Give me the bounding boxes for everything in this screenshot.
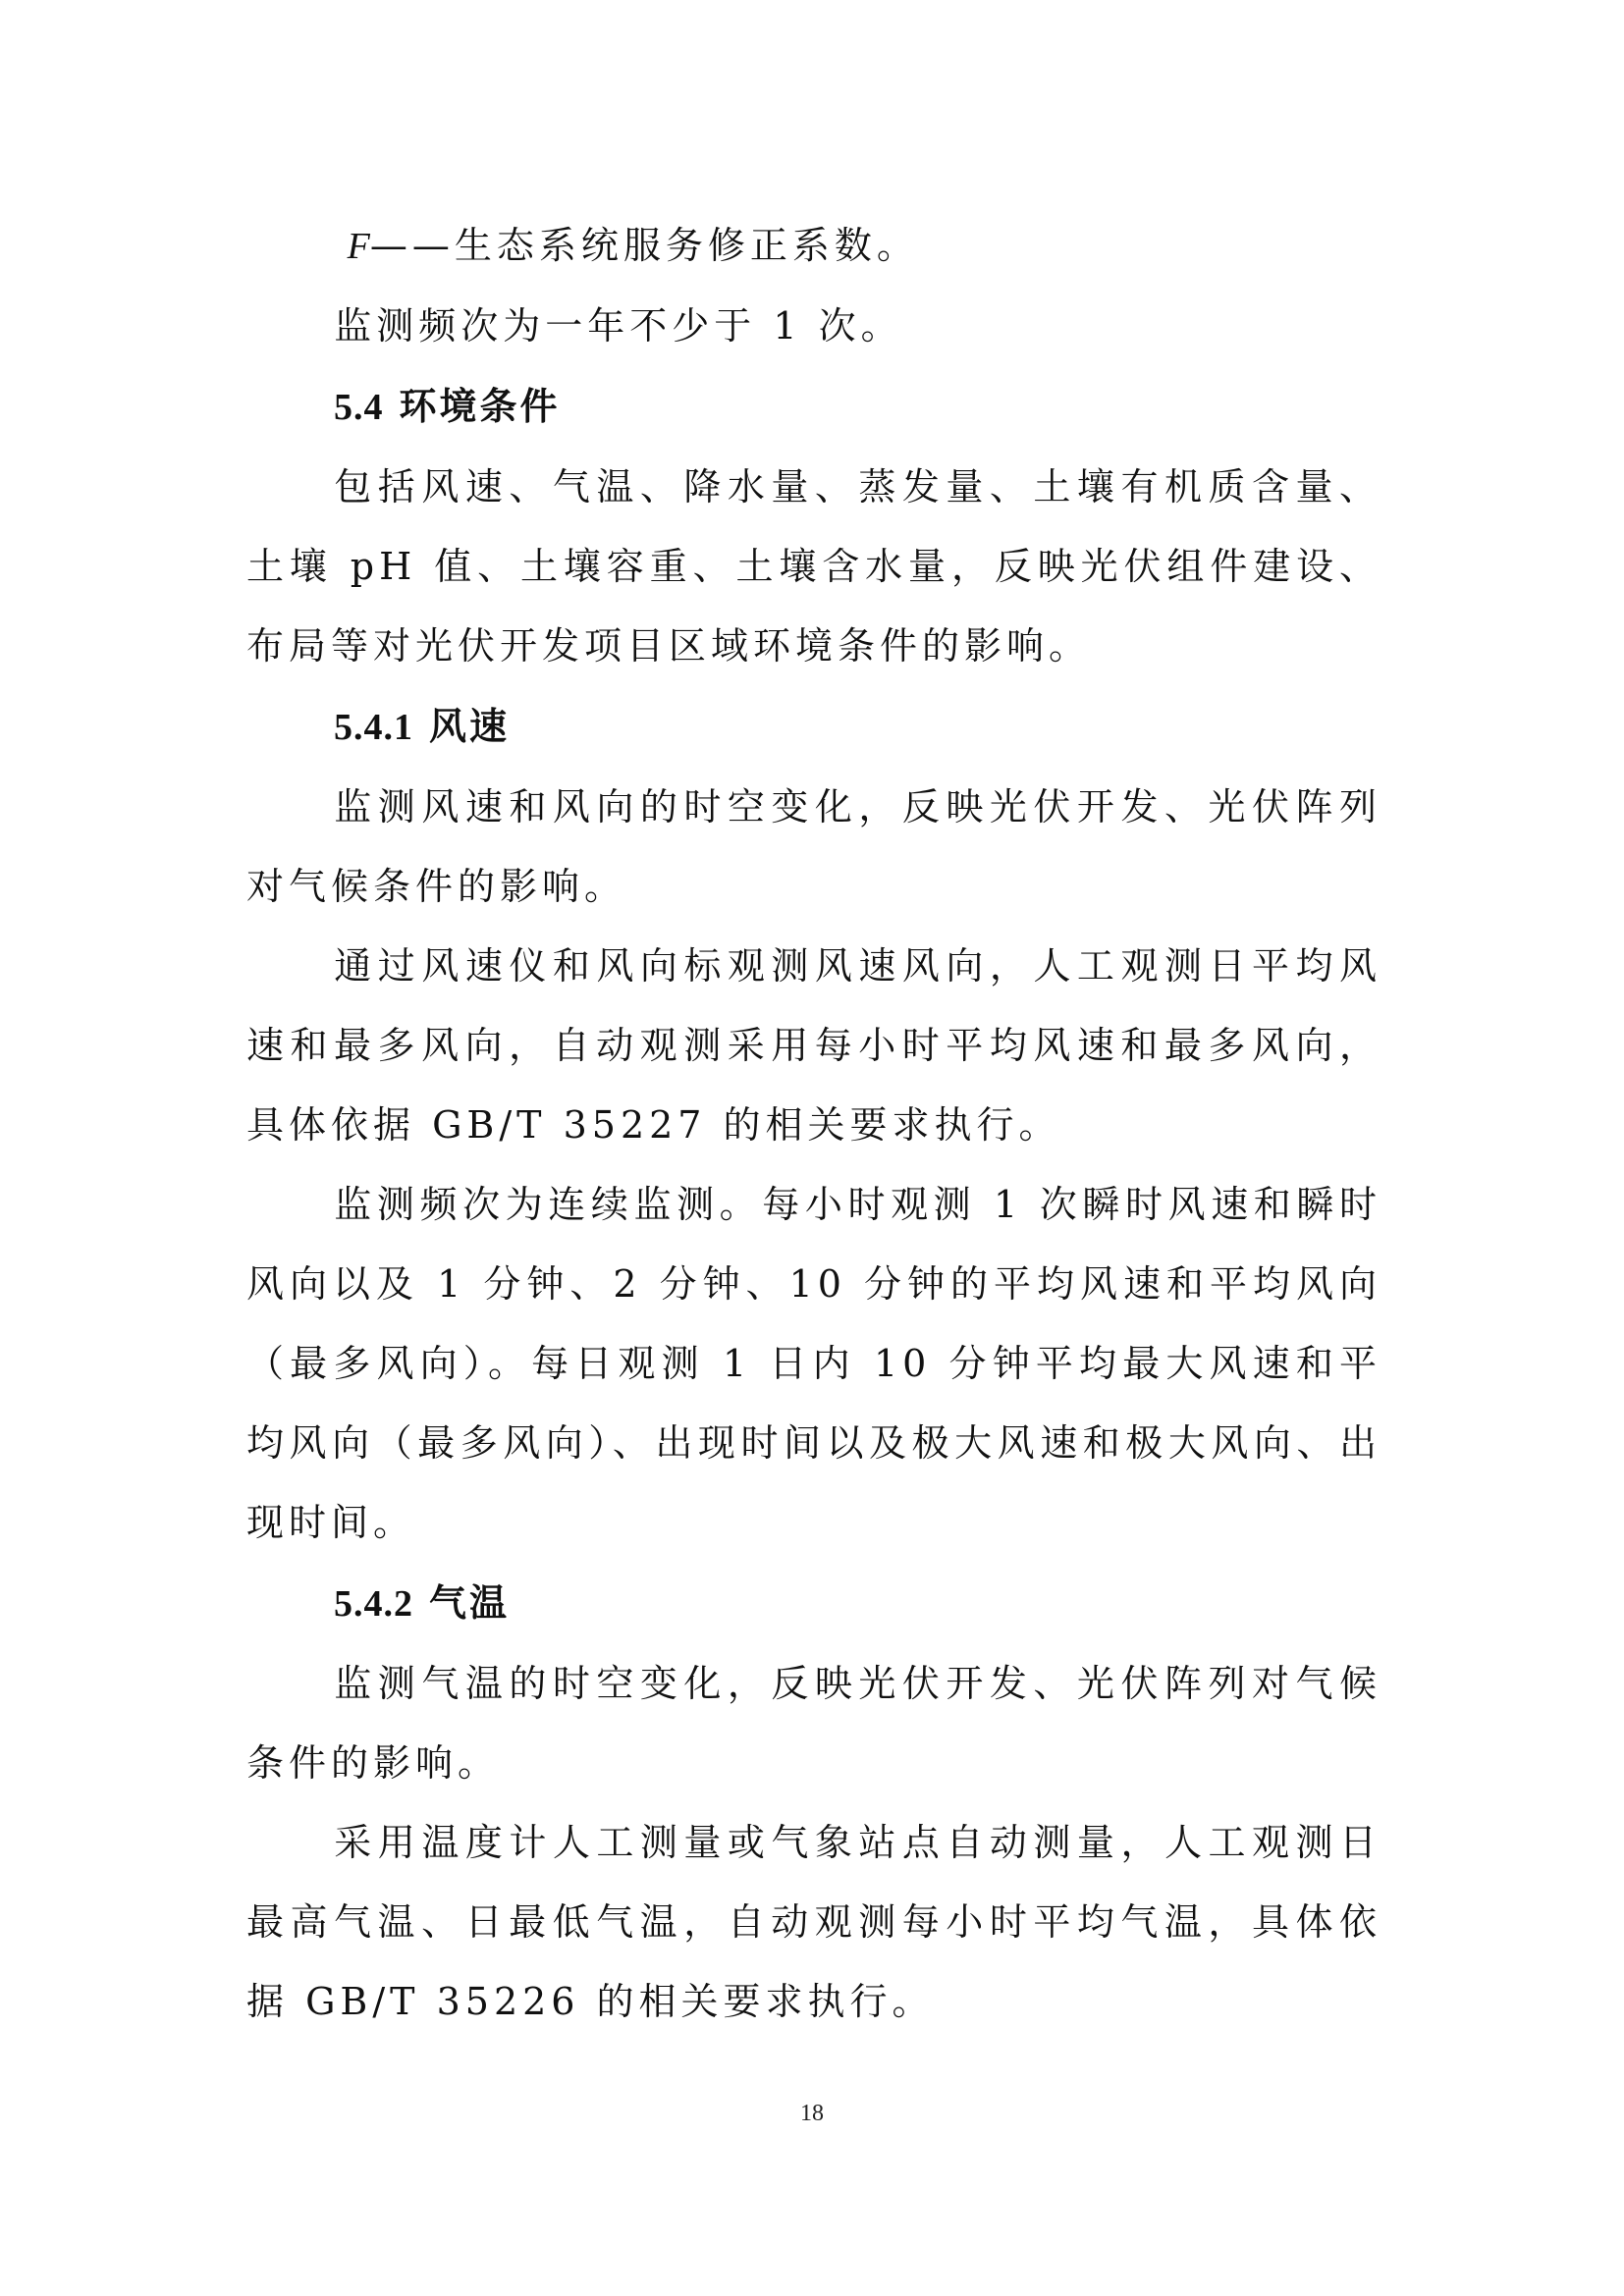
formula-variable-definition <box>246 206 1381 287</box>
section-heading-5-4 <box>246 366 1381 448</box>
paragraph-temperature-purpose: 监测气温的时空变化，反映光伏开发、光伏阵列对气候条件的影响。 <box>246 1662 1381 1785</box>
page-number: 18 <box>800 2101 824 2126</box>
paragraph-temperature-method: 采用温度计人工测量或气象站点自动测量，人工观测日最高气温、日最低气温，自动观测每小时平均气温，具体依据 GB/T 35226 的相关要求执行。 <box>246 1821 1381 2023</box>
paragraph-monitoring-frequency: 监测频次为一年不少于 1 次。 <box>334 304 903 347</box>
body-text <box>246 206 1381 2042</box>
paragraph-environment-conditions: 包括风速、气温、降水量、蒸发量、土壤有机质含量、土壤 pH 值、土壤容重、土壤含水量，反映光伏组件建设、布局等对光伏开发项目区域环境条件的影响。 <box>246 465 1381 667</box>
section-number: 5.4.1 <box>334 707 413 748</box>
section-title: 风速 <box>429 704 511 748</box>
paragraph-wind-purpose: 监测风速和风向的时空变化，反映光伏开发、光伏阵列对气候条件的影响。 <box>246 785 1381 908</box>
paragraph-wind-frequency: 监测频次为连续监测。每小时观测 1 次瞬时风速和瞬时风向以及 1 分钟、2 分钟、10 分钟的平均风速和平均风向（最多风向）。每日观测 1 日内 10 分钟平均最大风速和平均风向（最多风向）、出现时间以及极大风速和极大风向、出现时间。 <box>246 1183 1381 1544</box>
section-heading-5-4-2 <box>246 1563 1381 1644</box>
section-number: 5.4 <box>334 387 384 428</box>
section-title: 气温 <box>429 1580 511 1625</box>
section-number: 5.4.2 <box>334 1583 413 1625</box>
variable-symbol: F <box>347 226 370 267</box>
variable-description: ——生态系统服务修正系数。 <box>369 224 919 267</box>
paragraph-wind-method: 通过风速仪和风向标观测风速风向，人工观测日平均风速和最多风向，自动观测采用每小时平均风速和最多风向，具体依据 GB/T 35227 的相关要求执行。 <box>246 944 1381 1147</box>
section-title: 环境条件 <box>399 384 561 428</box>
section-heading-5-4-1 <box>246 686 1381 768</box>
